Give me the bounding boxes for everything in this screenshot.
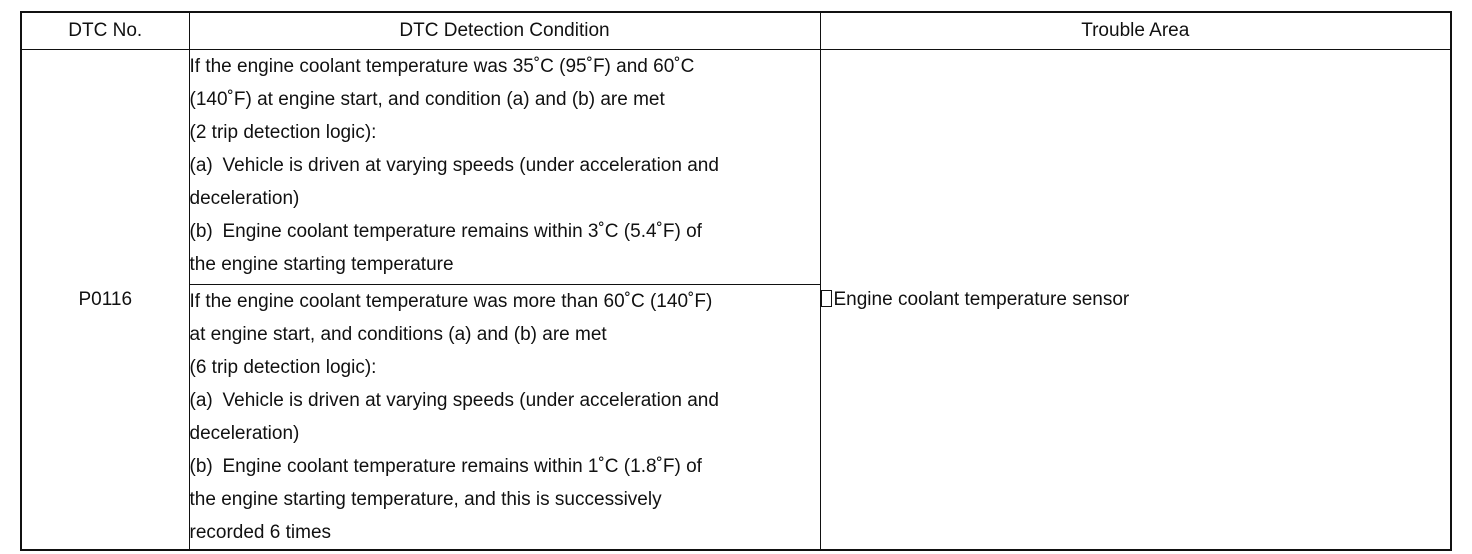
header-detection-condition: DTC Detection Condition <box>189 12 820 49</box>
condition-item-tag: (a) <box>189 389 213 411</box>
condition-item-text: deceleration) <box>189 422 300 444</box>
condition-item-a <box>190 384 820 450</box>
condition-intro-line: at engine start, and conditions (a) and (b) are met <box>189 323 607 345</box>
table-row <box>21 49 1451 284</box>
dtc-code-cell: P0116 <box>21 49 189 550</box>
dtc-table <box>20 11 1452 551</box>
condition-item-text: the engine starting temperature <box>189 253 454 275</box>
checkbox-bullet-icon <box>821 290 832 307</box>
condition-cell-6-trip <box>189 284 820 550</box>
condition-item-text: deceleration) <box>189 187 300 209</box>
condition-cell-2-trip <box>189 49 820 284</box>
header-dtc-no: DTC No. <box>21 12 189 49</box>
condition-item-text: Vehicle is driven at varying speeds (under acceleration and <box>222 154 719 176</box>
header-row <box>21 12 1451 49</box>
condition-item-text: the engine starting temperature, and this is successively <box>189 488 662 510</box>
condition-item-tag: (b) <box>189 220 213 242</box>
condition-item-a <box>190 149 820 215</box>
condition-intro-line: (6 trip detection logic): <box>189 356 377 378</box>
condition-item-text: Engine coolant temperature remains within 1˚C (1.8˚F) of <box>222 455 702 477</box>
condition-item-tag: (b) <box>189 455 213 477</box>
condition-intro-line: (2 trip detection logic): <box>189 121 377 143</box>
condition-item-tag: (a) <box>189 154 213 176</box>
condition-item-b <box>190 450 820 549</box>
condition-intro-line: If the engine coolant temperature was more than 60˚C (140˚F) <box>189 290 713 312</box>
header-trouble-area: Trouble Area <box>820 12 1451 49</box>
condition-item-b <box>190 215 820 281</box>
condition-intro-line: If the engine coolant temperature was 35˚C (95˚F) and 60˚C <box>189 55 695 77</box>
condition-item-text: Vehicle is driven at varying speeds (under acceleration and <box>222 389 719 411</box>
trouble-area-cell <box>820 49 1451 550</box>
trouble-area-text: Engine coolant temperature sensor <box>833 288 1130 310</box>
condition-intro-line: (140˚F) at engine start, and condition (a) and (b) are met <box>189 88 665 110</box>
condition-item-text: Engine coolant temperature remains within 3˚C (5.4˚F) of <box>222 220 702 242</box>
condition-item-text: recorded 6 times <box>189 521 332 543</box>
